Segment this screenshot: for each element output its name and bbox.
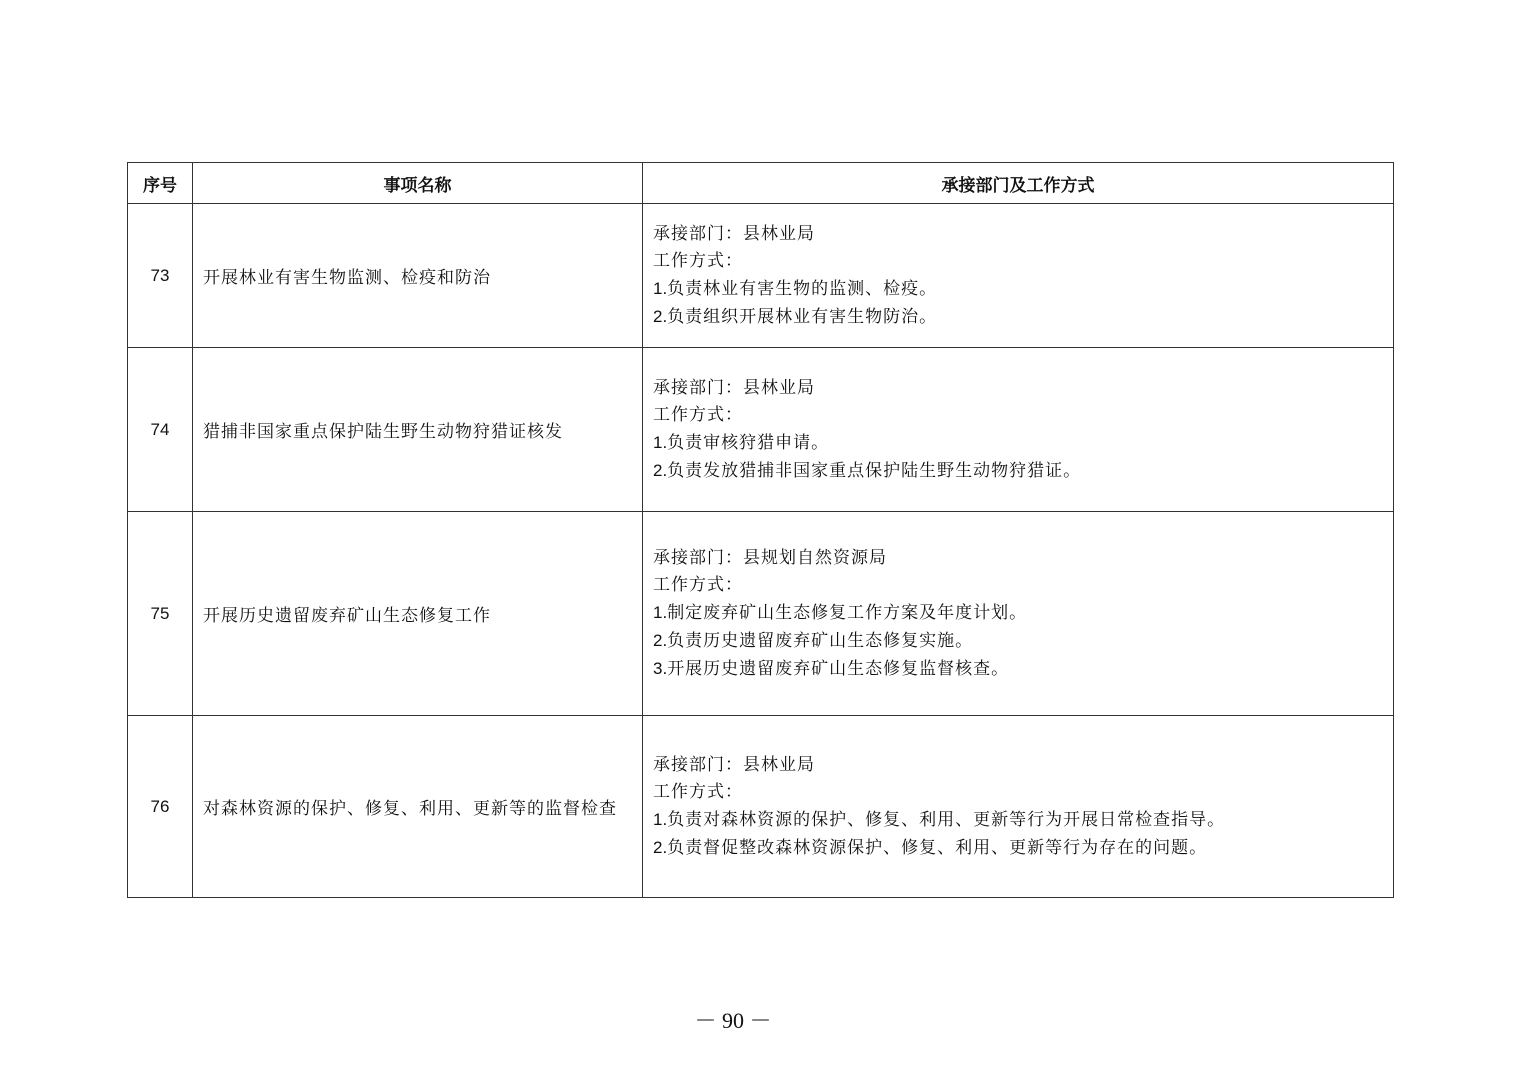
row-department-method: [643, 716, 1394, 898]
department-line: 承接部门：县规划自然资源局: [653, 547, 887, 568]
method-label: 工作方式：: [653, 404, 743, 425]
table-row: [128, 512, 1394, 716]
step-text: 负责组织开展林业有害生物防治。: [667, 306, 938, 327]
step-number: 2.: [653, 460, 668, 480]
step-number: 2.: [653, 630, 668, 650]
row-department-method: [643, 512, 1394, 716]
step-text: 开展历史遗留废弃矿山生态修复监督核查。: [667, 658, 1010, 679]
step-text: 负责历史遗留废弃矿山生态修复实施。: [667, 630, 974, 651]
header-item-name: 事项名称: [193, 163, 643, 204]
method-step: [653, 429, 1383, 457]
method-step: [653, 599, 1383, 627]
row-item-name: 开展林业有害生物监测、检疫和防治: [193, 204, 643, 348]
row-serial-number: 75: [128, 512, 193, 716]
table-row: [128, 716, 1394, 898]
row-department-method: [643, 204, 1394, 348]
row-item-name: 开展历史遗留废弃矿山生态修复工作: [193, 512, 643, 716]
method-label: 工作方式：: [653, 574, 743, 595]
step-number: 3.: [653, 658, 668, 678]
row-serial-number: 73: [128, 204, 193, 348]
step-number: 1.: [653, 602, 668, 622]
step-text: 负责发放猎捕非国家重点保护陆生野生动物狩猎证。: [667, 460, 1082, 481]
header-serial-number: 序号: [128, 163, 193, 204]
step-number: 2.: [653, 837, 668, 857]
row-serial-number: 74: [128, 348, 193, 512]
table-row: [128, 348, 1394, 512]
row-item-name: 对森林资源的保护、修复、利用、更新等的监督检查: [193, 716, 643, 898]
step-number: 1.: [653, 432, 668, 452]
department-line: 承接部门：县林业局: [653, 754, 815, 775]
method-step: [653, 275, 1383, 303]
step-text: 负责林业有害生物的监测、检疫。: [667, 278, 938, 299]
row-item-name: 猎捕非国家重点保护陆生野生动物狩猎证核发: [193, 348, 643, 512]
method-step: [653, 655, 1383, 683]
page-number: － 90 －: [694, 1008, 772, 1033]
method-label: 工作方式：: [653, 781, 743, 802]
row-department-method: [643, 348, 1394, 512]
step-text: 制定废弃矿山生态修复工作方案及年度计划。: [667, 602, 1028, 623]
method-step: [653, 834, 1383, 862]
step-text: 负责对森林资源的保护、修复、利用、更新等行为开展日常检查指导。: [667, 809, 1226, 830]
department-line: 承接部门：县林业局: [653, 223, 815, 244]
step-text: 负责督促整改森林资源保护、修复、利用、更新等行为存在的问题。: [667, 837, 1208, 858]
method-step: [653, 627, 1383, 655]
method-step: [653, 806, 1383, 834]
header-department-method: 承接部门及工作方式: [643, 163, 1394, 204]
method-step: [653, 457, 1383, 485]
table-row: [128, 204, 1394, 348]
step-text: 负责审核狩猎申请。: [667, 432, 830, 453]
method-step: [653, 303, 1383, 331]
department-line: 承接部门：县林业局: [653, 377, 815, 398]
matters-table: [127, 162, 1394, 898]
row-serial-number: 76: [128, 716, 193, 898]
method-label: 工作方式：: [653, 250, 743, 271]
step-number: 1.: [653, 278, 668, 298]
step-number: 2.: [653, 306, 668, 326]
table-header-row: [128, 163, 1394, 204]
step-number: 1.: [653, 809, 668, 829]
